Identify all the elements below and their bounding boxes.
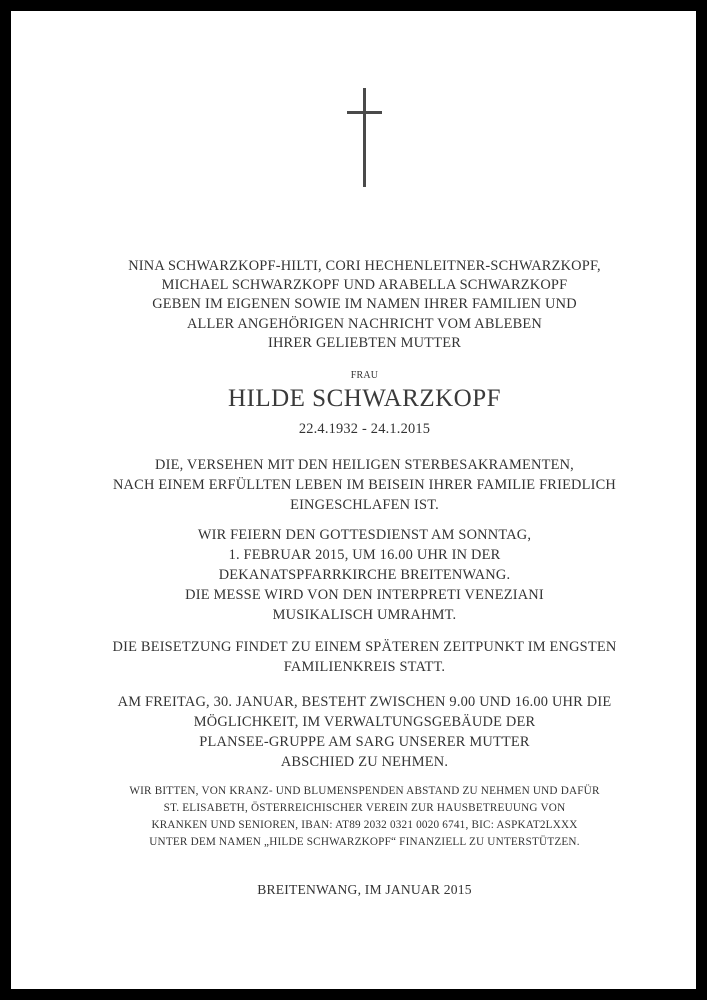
paragraph-line: FAMILIENKREIS STATT.	[283, 659, 446, 675]
paragraph-line: MÖGLICHKEIT, IM VERWALTUNGSGEBÄUDE DER	[193, 714, 536, 730]
burial-paragraph	[51, 637, 678, 677]
intro-line: IHRER GELIEBTEN MUTTER	[267, 334, 462, 351]
paragraph-line: PLANSEE-GRUPPE AM SARG UNSERER MUTTER	[199, 734, 530, 750]
service-paragraph	[51, 525, 678, 625]
paragraph-line: UNTER DEM NAMEN „HILDE SCHWARZKOPF“ FINANZIELL ZU UNTERSTÜTZEN.	[149, 836, 580, 848]
cross-horizontal-bar	[347, 111, 382, 114]
place-and-date: BREITENWANG, IM JANUAR 2015	[257, 882, 472, 897]
farewell-paragraph	[51, 692, 678, 772]
cross-vertical-bar	[363, 88, 366, 187]
intro-line: GEBEN IM EIGENEN SOWIE IM NAMEN IHRER FAMILIEN UND	[152, 296, 577, 313]
intro-line: ALLER ANGEHÖRIGEN NACHRICHT VOM ABLEBEN	[186, 315, 543, 332]
announcement-intro	[51, 257, 678, 353]
honorific: FRAU	[350, 370, 379, 381]
intro-line: NINA SCHWARZKOPF-HILTI, CORI HECHENLEITNER-SCHWARZKOPF,	[128, 258, 601, 274]
paragraph-line: DIE BEISETZUNG FINDET ZU EINEM SPÄTEREN ZEITPUNKT IM ENGSTEN	[112, 639, 617, 655]
paragraph-line: ST. ELISABETH, ÖSTERREICHISCHER VEREIN ZUR HAUSBETREUUNG VON	[163, 802, 566, 814]
passing-paragraph	[51, 455, 678, 515]
paragraph-line: DIE MESSE WIRD VON DEN INTERPRETI VENEZIANI	[185, 587, 544, 603]
paragraph-line: 1. FEBRUAR 2015, UM 16.00 UHR IN DER	[228, 547, 501, 563]
paragraph-line: ABSCHIED ZU NEHMEN.	[280, 754, 449, 770]
intro-line: MICHAEL SCHWARZKOPF UND ARABELLA SCHWARZKOPF	[161, 277, 568, 294]
paragraph-line: WIR BITTEN, VON KRANZ- UND BLUMENSPENDEN ABSTAND ZU NEHMEN UND DAFÜR	[129, 785, 600, 797]
paragraph-line: NACH EINEM ERFÜLLTEN LEBEN IM BEISEIN IHRER FAMILIE FRIEDLICH	[112, 477, 617, 493]
deceased-name: HILDE SCHWARZKOPF	[227, 385, 502, 412]
donation-paragraph	[51, 783, 678, 851]
cross-icon	[11, 11, 707, 211]
paragraph-line: DIE, VERSEHEN MIT DEN HEILIGEN STERBESAKRAMENTEN,	[155, 457, 574, 473]
paragraph-line: MUSIKALISCH UMRAHMT.	[272, 607, 457, 623]
paragraph-line: AM FREITAG, 30. JANUAR, BESTEHT ZWISCHEN 9.00 UND 16.00 UHR DIE	[117, 694, 612, 710]
life-dates: 22.4.1932 - 24.1.2015	[298, 421, 431, 437]
paragraph-line: KRANKEN UND SENIOREN, IBAN: AT89 2032 0321 0020 6741, BIC: ASPKAT2LXXX	[151, 819, 578, 831]
paragraph-line: DEKANATSPFARRKIRCHE BREITENWANG.	[218, 567, 511, 583]
paragraph-line: WIR FEIERN DEN GOTTESDIENST AM SONNTAG,	[197, 527, 532, 543]
paragraph-line: EINGESCHLAFEN IST.	[290, 497, 439, 513]
